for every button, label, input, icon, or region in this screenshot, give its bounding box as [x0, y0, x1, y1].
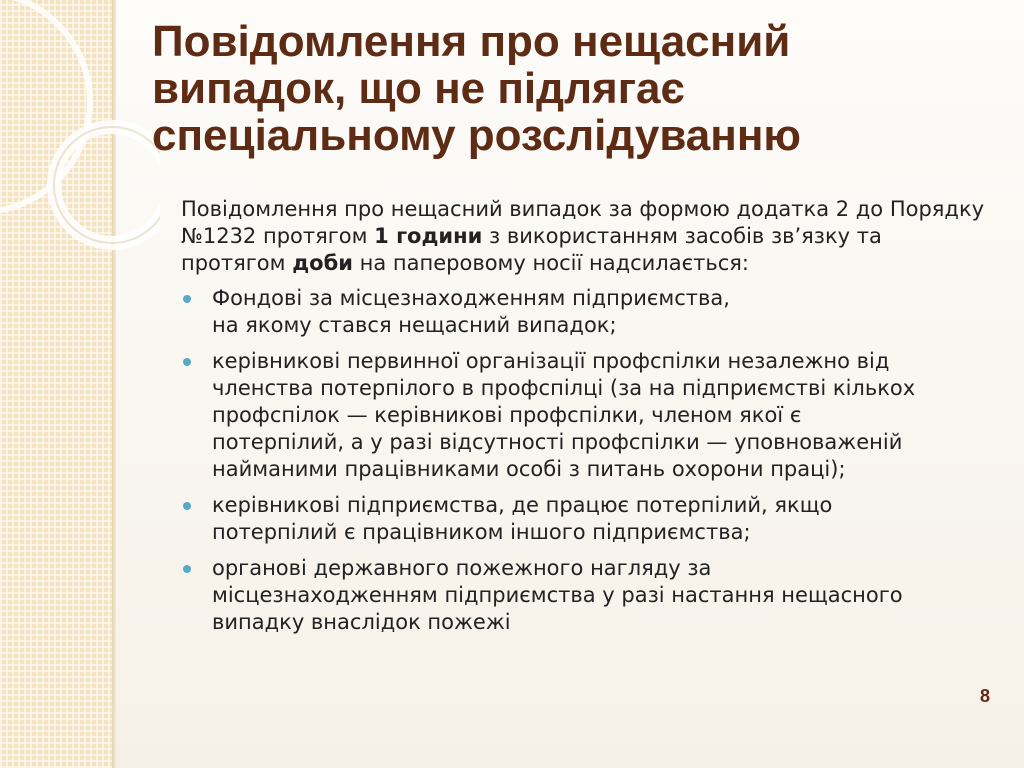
list-item-line: профспілок — керівникові профспілки, членом якої є: [212, 403, 802, 427]
list-item-line: потерпілий є працівником іншого підприємства;: [212, 520, 751, 544]
list-item-line: керівникові підприємства, де працює потерпілий, якщо: [212, 493, 833, 517]
list-item: [181, 492, 991, 546]
recipient-list: [181, 285, 991, 636]
slide-title: [152, 18, 992, 159]
list-item-line: органові державного пожежного нагляду за: [212, 556, 712, 580]
bullet-dot-icon: [183, 502, 191, 510]
list-item-line: випадку внаслідок пожежі: [212, 610, 511, 634]
list-item: [181, 555, 991, 636]
title-line: випадок, що не підлягає: [152, 64, 685, 113]
decorative-circles-icon: [0, 0, 160, 260]
intro-text: Повідомлення про нещасний випадок за формою додатка 2 до Порядку №1232 протягом: [181, 197, 985, 248]
intro-bold-deadline-hour: 1 години: [374, 224, 483, 248]
intro-bold-deadline-day: доби: [292, 251, 353, 275]
bullet-dot-icon: [183, 295, 191, 303]
slide-body: [181, 196, 991, 645]
intro-paragraph: [181, 196, 991, 277]
list-item-line: керівникові первинної організації профспілки незалежно від: [212, 349, 890, 373]
list-item: [181, 285, 991, 339]
intro-text: на паперовому носії надсилається:: [352, 251, 749, 275]
page-number: 8: [979, 686, 990, 706]
list-item-line: Фондові за місцезнаходженням підприємства,: [212, 286, 730, 310]
list-item-line: місцезнаходженням підприємства у разі настання нещасного: [212, 583, 903, 607]
title-line: спеціальному розслідуванню: [152, 111, 801, 160]
list-item: [181, 348, 991, 483]
list-item-line: потерпілий, а у разі відсутності профспілки — уповноваженій: [212, 430, 903, 454]
bullet-dot-icon: [183, 565, 191, 573]
bullet-dot-icon: [183, 358, 191, 366]
list-item-line: членства потерпілого в профспілці (за на підприємстві кількох: [212, 376, 916, 400]
title-line: Повідомлення про нещасний: [152, 17, 791, 66]
list-item-line: найманими працівниками особі з питань охорони праці);: [212, 457, 846, 481]
intro-text: з використанням засобів зв’язку та протягом: [181, 224, 882, 275]
list-item-line: на якому стався нещасний випадок;: [212, 313, 617, 337]
